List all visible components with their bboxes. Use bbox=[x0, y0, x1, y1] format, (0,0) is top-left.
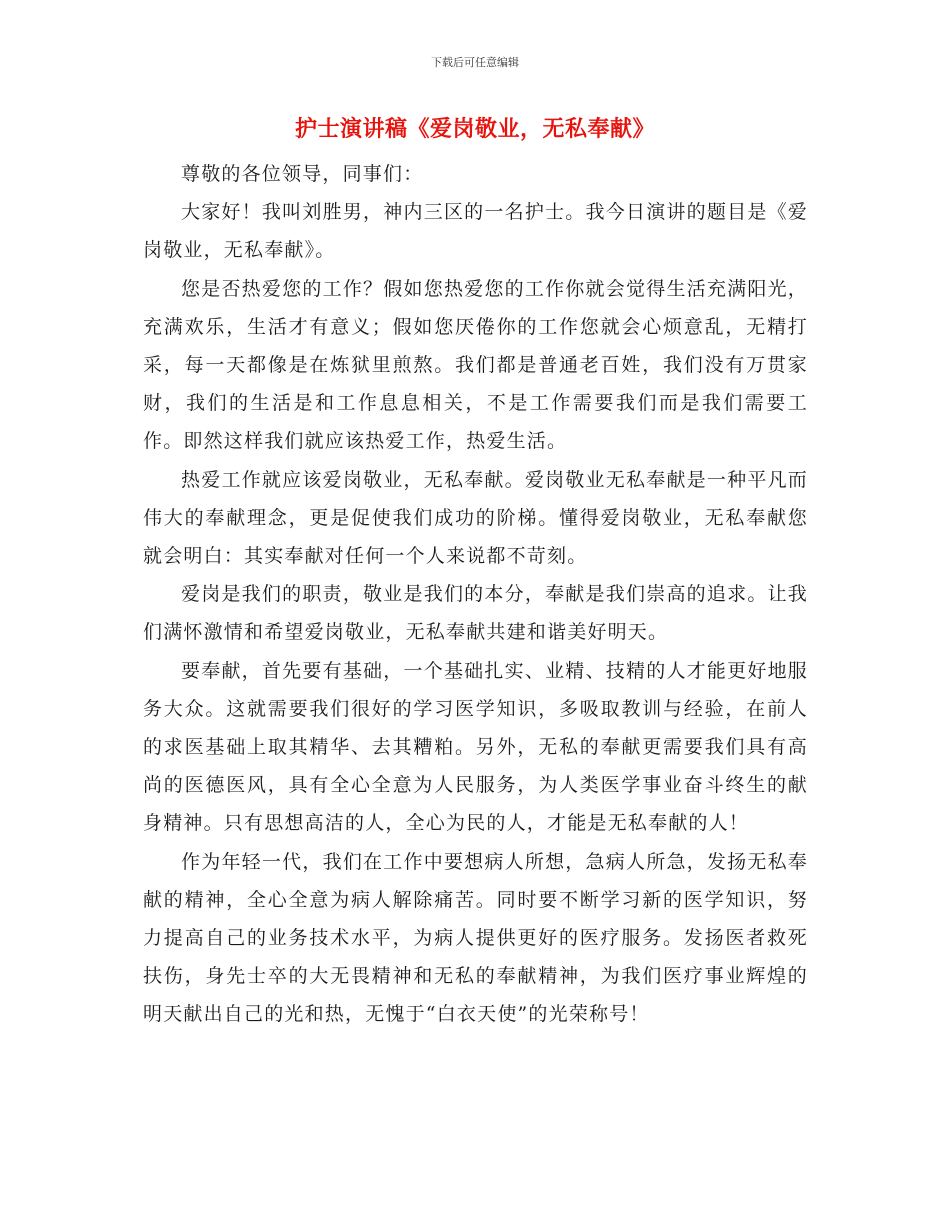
paragraph: 热爱工作就应该爱岗敬业，无私奉献。爱岗敬业无私奉献是一种平凡而伟大的奉献理念，更是促使我们成功的阶梯。懂得爱岗敬业，无私奉献您就会明白：其实奉献对任何一个人来说都不苛刻。 bbox=[143, 468, 808, 568]
paragraph: 爱岗是我们的职责，敬业是我们的本分，奉献是我们崇高的追求。让我们满怀激情和希望爱岗敬业，无私奉献共建和谐美好明天。 bbox=[143, 583, 808, 644]
document-body bbox=[143, 155, 808, 1034]
header-note: 下载后可任意编辑 bbox=[431, 56, 519, 69]
paragraph-salutation: 尊敬的各位领导，同事们： bbox=[181, 163, 424, 185]
paragraph: 您是否热爱您的工作？假如您热爱您的工作你就会觉得生活充满阳光，充满欢乐，生活才有意义；假如您厌倦你的工作您就会心烦意乱，无精打采，每一天都像是在炼狱里煎熬。我们都是普通老百姓，我们没有万贯家财，我们的生活是和工作息息相关，不是工作需要我们而是我们需要工作。即然这样我们就应该热爱工作，热爱生活。 bbox=[143, 277, 808, 453]
paragraph-introduction: 大家好！我叫刘胜男，神内三区的一名护士。我今日演讲的题目是《爱岗敬业，无私奉献》。 bbox=[143, 201, 808, 262]
paragraph-conclusion: 作为年轻一代，我们在工作中要想病人所想，急病人所急，发扬无私奉献的精神，全心全意为病人解除痛苦。同时要不断学习新的医学知识，努力提高自己的业务技术水平，为病人提供更好的医疗服务。发扬医者救死扶伤，身先士卒的大无畏精神和无私的奉献精神，为我们医疗事业辉煌的明天献出自己的光和热，无愧于“白衣天使”的光荣称号！ bbox=[143, 850, 808, 1026]
document-title: 护士演讲稿《爱岗敬业，无私奉献》 bbox=[294, 117, 655, 142]
paragraph: 要奉献，首先要有基础，一个基础扎实、业精、技精的人才能更好地服务大众。这就需要我们很好的学习医学知识，多吸取教训与经验，在前人的求医基础上取其精华、去其糟粕。另外，无私的奉献更需要我们具有高尚的医德医风，具有全心全意为人民服务，为人类医学事业奋斗终生的献身精神。只有思想高洁的人，全心为民的人，才能是无私奉献的人！ bbox=[143, 659, 808, 835]
